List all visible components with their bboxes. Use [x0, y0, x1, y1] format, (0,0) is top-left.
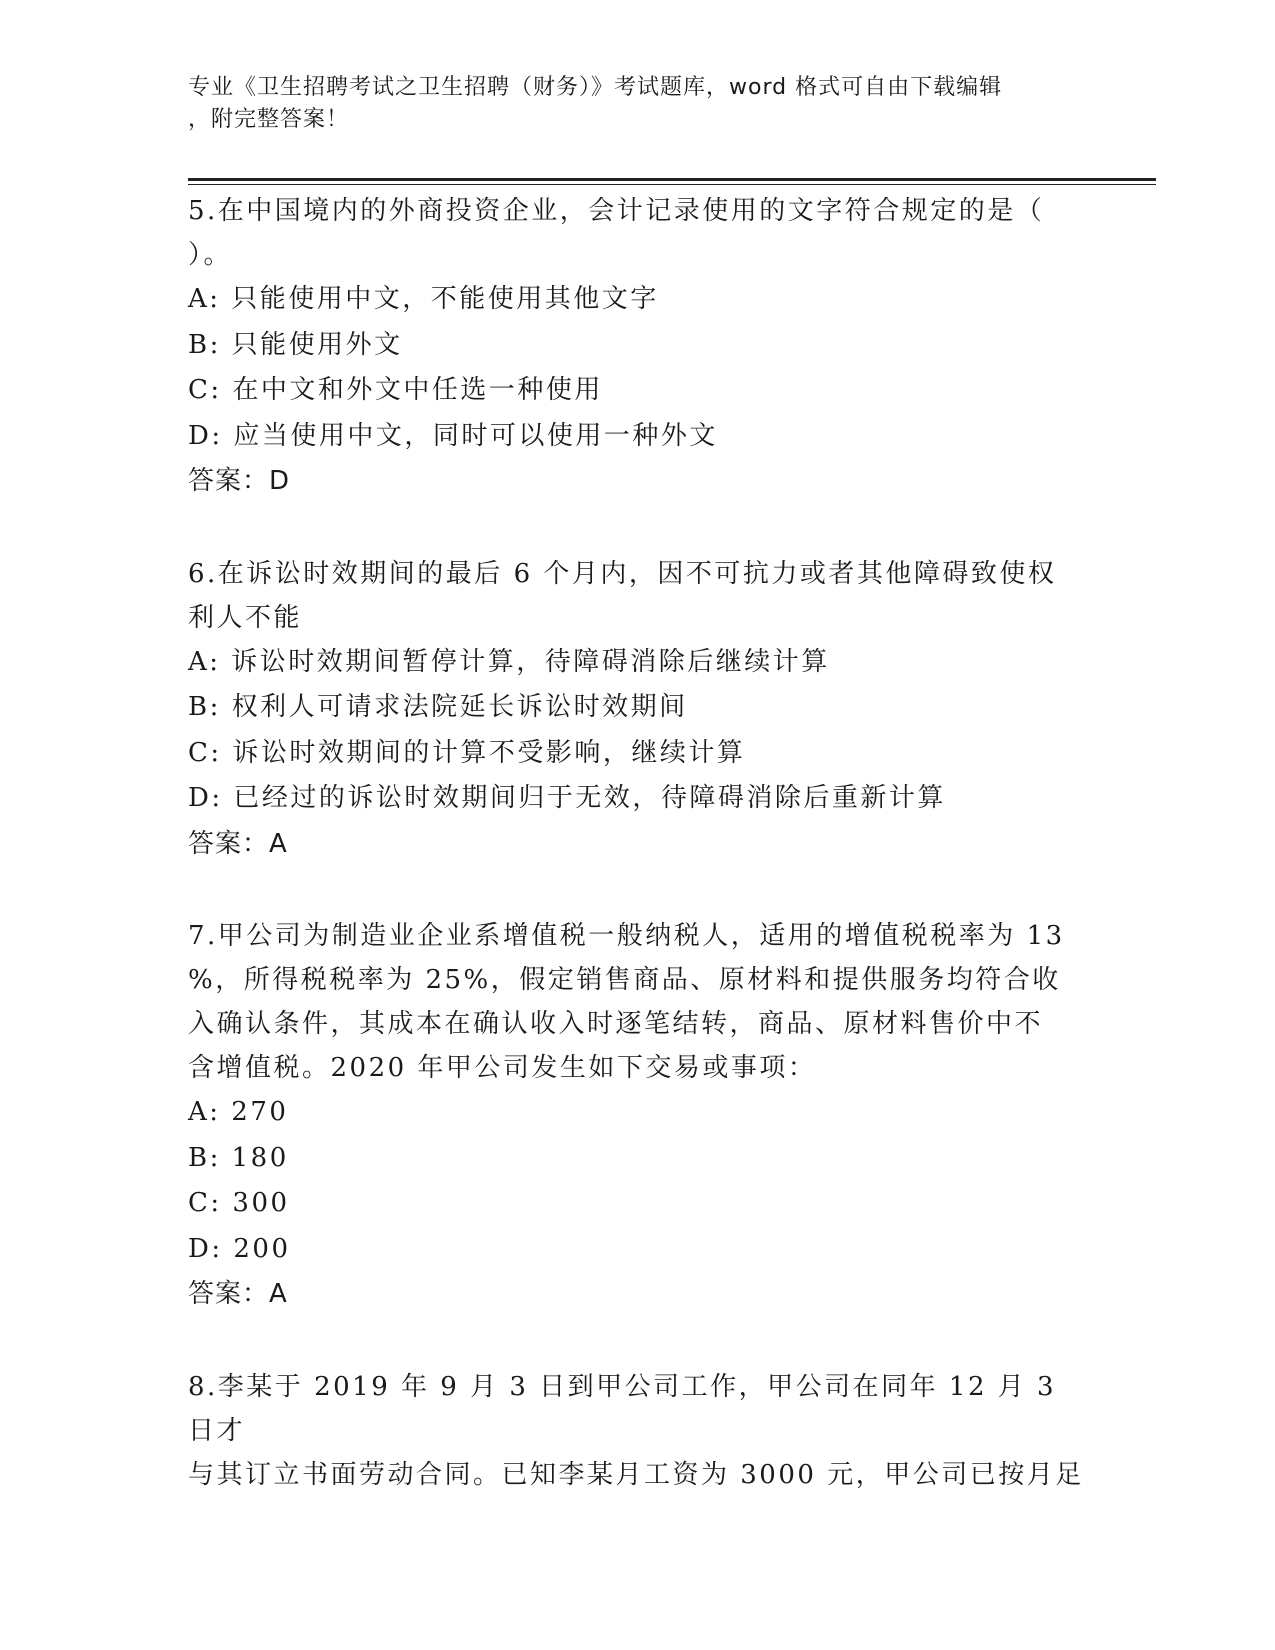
option-b: B: 只能使用外文: [188, 329, 403, 360]
question-text: ）。: [188, 240, 233, 270]
header-line: 专业《卫生招聘考试之卫生招聘（财务）》考试题库，word 格式可自由下载编辑: [188, 75, 1003, 100]
option-a: A: 只能使用中文，不能使用其他文字: [188, 284, 659, 314]
question-5: [188, 189, 1088, 505]
question-text: 6.在诉讼时效期间的最后 6 个月内，因不可抗力或者其他障碍致使权: [188, 558, 1057, 589]
question-spacer: [188, 505, 1088, 552]
option-d: D: 已经过的诉讼时效期间归于无效，待障碍消除后重新计算: [188, 783, 946, 813]
document-header: [188, 72, 1088, 136]
option-c: C: 300: [188, 1188, 290, 1218]
question-7: [188, 914, 1088, 1318]
option-a: A: 诉讼时效期间暂停计算，待障碍消除后继续计算: [188, 646, 830, 677]
question-spacer: [188, 1318, 1088, 1365]
option-c: C: 诉讼时效期间的计算不受影响，继续计算: [188, 737, 746, 768]
header-divider-thin: [188, 184, 1156, 185]
answer: 答案：A: [188, 1279, 288, 1309]
option-d: D: 应当使用中文，同时可以使用一种外文: [188, 420, 718, 451]
question-text: 8.李某于 2019 年 9 月 3 日到甲公司工作，甲公司在同年 12 月 3 日才: [188, 1371, 1057, 1446]
question-text: %，所得税税率为 25%，假定销售商品、原材料和提供服务均符合收: [188, 965, 1061, 995]
question-text: 入确认条件，其成本在确认收入时逐笔结转，商品、原材料售价中不: [188, 1009, 1044, 1039]
option-a: A: 270: [188, 1097, 289, 1127]
question-spacer: [188, 867, 1088, 914]
option-c: C: 在中文和外文中任选一种使用: [188, 375, 603, 405]
answer: 答案：D: [188, 466, 291, 496]
question-6: [188, 552, 1088, 868]
option-b: B: 权利人可请求法院延长诉讼时效期间: [188, 692, 688, 722]
question-text: 7.甲公司为制造业企业系增值税一般纳税人，适用的增值税税率为 13: [188, 921, 1065, 951]
question-text: 含增值税。2020 年甲公司发生如下交易或事项：: [188, 1053, 817, 1083]
header-line: ，附完整答案！: [188, 107, 350, 132]
question-text: 5.在中国境内的外商投资企业，会计记录使用的文字符合规定的是（: [188, 196, 1045, 226]
question-8: [188, 1365, 1088, 1497]
option-b: B: 180: [188, 1142, 289, 1173]
answer: 答案：A: [188, 828, 288, 859]
header-divider-thick: [188, 178, 1156, 181]
question-list: [188, 189, 1088, 1497]
question-text: 利人不能: [188, 602, 303, 633]
question-text: 与其订立书面劳动合同。已知李某月工资为 3000 元，甲公司已按月足: [188, 1459, 1084, 1490]
option-d: D: 200: [188, 1233, 291, 1264]
